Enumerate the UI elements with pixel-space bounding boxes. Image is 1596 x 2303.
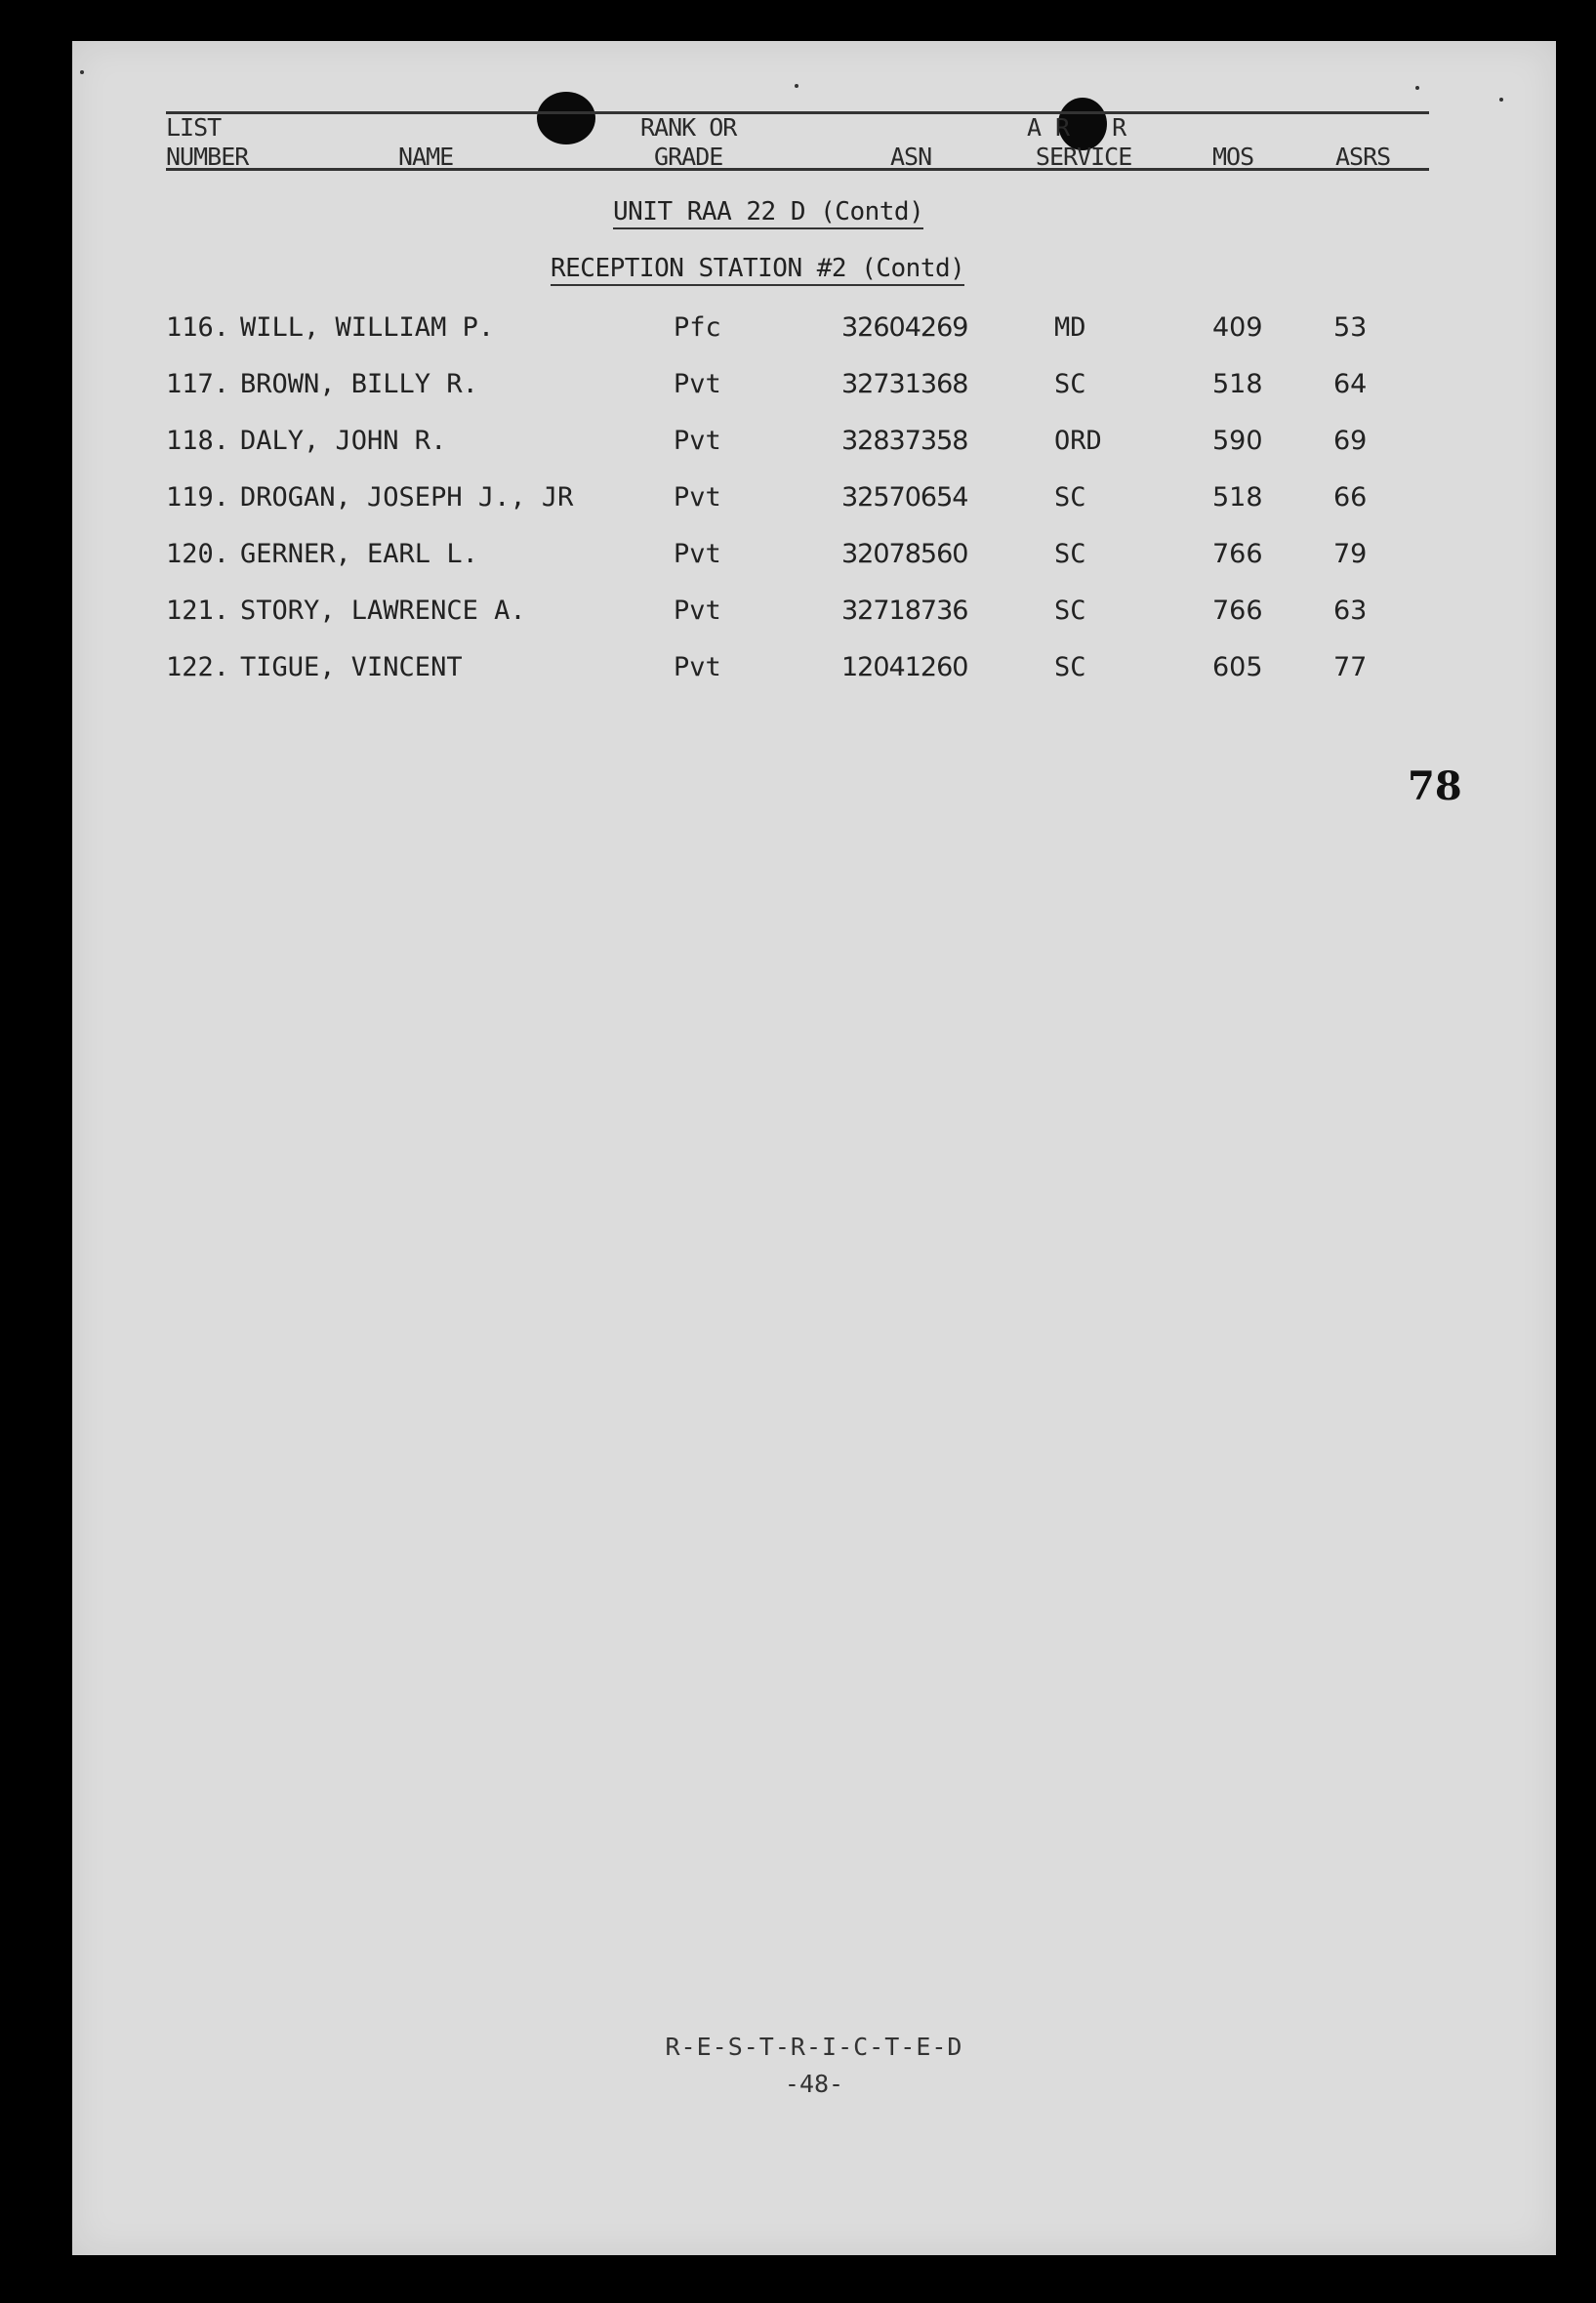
station-title: RECEPTION STATION #2 (Contd) <box>551 254 964 286</box>
row-asrs: 69 <box>1333 426 1368 456</box>
row-mos: 518 <box>1212 369 1263 399</box>
punch-hole-left <box>537 92 595 144</box>
speck <box>1499 98 1503 102</box>
row-service: SC <box>1054 652 1086 682</box>
unit-title: UNIT RAA 22 D (Contd) <box>613 197 923 229</box>
roster-row <box>72 312 1556 351</box>
row-rank: Pvt <box>674 652 721 682</box>
row-name: WILL, WILLIAM P. <box>240 312 495 343</box>
row-service: ORD <box>1054 426 1102 456</box>
row-name: GERNER, EARL L. <box>240 539 478 569</box>
row-asn: 32078560 <box>841 539 968 569</box>
header-service-label: SERVICE <box>1035 143 1132 171</box>
row-service: SC <box>1054 596 1086 626</box>
roster-row <box>72 652 1556 691</box>
row-number: 120. <box>166 539 230 569</box>
row-rank: Pvt <box>674 596 721 626</box>
row-rank: Pfc <box>674 312 721 343</box>
row-mos: 590 <box>1212 426 1263 456</box>
row-name: TIGUE, VINCENT <box>240 652 463 682</box>
row-number: 121. <box>166 596 230 626</box>
roster-row <box>72 369 1556 408</box>
row-name: DROGAN, JOSEPH J., JR <box>240 482 574 513</box>
roster-row <box>72 426 1556 465</box>
row-number: 116. <box>166 312 230 343</box>
speck <box>795 84 798 88</box>
row-mos: 766 <box>1212 596 1263 626</box>
speck <box>80 70 84 74</box>
header-number-label: NUMBER <box>166 143 249 171</box>
document-page <box>72 41 1556 2255</box>
header-top-rule <box>166 111 1429 114</box>
header-name: NAME <box>398 143 454 171</box>
row-asrs: 53 <box>1333 312 1368 343</box>
row-rank: Pvt <box>674 426 721 456</box>
header-rank-grade <box>640 113 736 172</box>
row-service: SC <box>1054 539 1086 569</box>
footer-classification: R-E-S-T-R-I-C-T-E-D <box>665 2033 963 2061</box>
row-service: SC <box>1054 482 1086 513</box>
row-asn: 32837358 <box>841 426 968 456</box>
row-asn: 32604269 <box>841 312 968 343</box>
row-mos: 605 <box>1212 652 1263 682</box>
row-asn: 32570654 <box>841 482 968 513</box>
row-service: SC <box>1054 369 1086 399</box>
row-asn: 32731368 <box>841 369 968 399</box>
row-asrs: 66 <box>1333 482 1368 513</box>
header-arm-label: AR R <box>1027 113 1141 142</box>
roster-row <box>72 539 1556 578</box>
row-number: 122. <box>166 652 230 682</box>
roster-row <box>72 482 1556 521</box>
row-number: 117. <box>166 369 230 399</box>
row-asrs: 77 <box>1333 652 1368 682</box>
row-mos: 518 <box>1212 482 1263 513</box>
header-grade-label: GRADE <box>654 143 723 171</box>
row-mos: 766 <box>1212 539 1263 569</box>
roster-row <box>72 596 1556 635</box>
row-asrs: 79 <box>1333 539 1368 569</box>
row-service: MD <box>1054 312 1086 343</box>
row-number: 118. <box>166 426 230 456</box>
speck <box>1415 86 1419 90</box>
footer-page-number: -48- <box>784 2070 844 2098</box>
row-asrs: 63 <box>1333 596 1368 626</box>
handwritten-page-note: 78 <box>1408 763 1462 809</box>
row-rank: Pvt <box>674 369 721 399</box>
header-rank-label: RANK OR <box>640 113 737 142</box>
row-rank: Pvt <box>674 482 721 513</box>
header-arm-service <box>1027 113 1140 172</box>
header-mos: MOS <box>1212 143 1254 171</box>
header-list-number <box>166 113 248 172</box>
row-asrs: 64 <box>1333 369 1368 399</box>
header-asrs: ASRS <box>1335 143 1391 171</box>
row-name: DALY, JOHN R. <box>240 426 447 456</box>
row-name: BROWN, BILLY R. <box>240 369 478 399</box>
header-asn: ASN <box>890 143 932 171</box>
row-mos: 409 <box>1212 312 1263 343</box>
header-list-label: LIST <box>166 113 222 142</box>
row-rank: Pvt <box>674 539 721 569</box>
row-asn: 32718736 <box>841 596 968 626</box>
row-number: 119. <box>166 482 230 513</box>
row-asn: 12041260 <box>841 652 968 682</box>
row-name: STORY, LAWRENCE A. <box>240 596 526 626</box>
